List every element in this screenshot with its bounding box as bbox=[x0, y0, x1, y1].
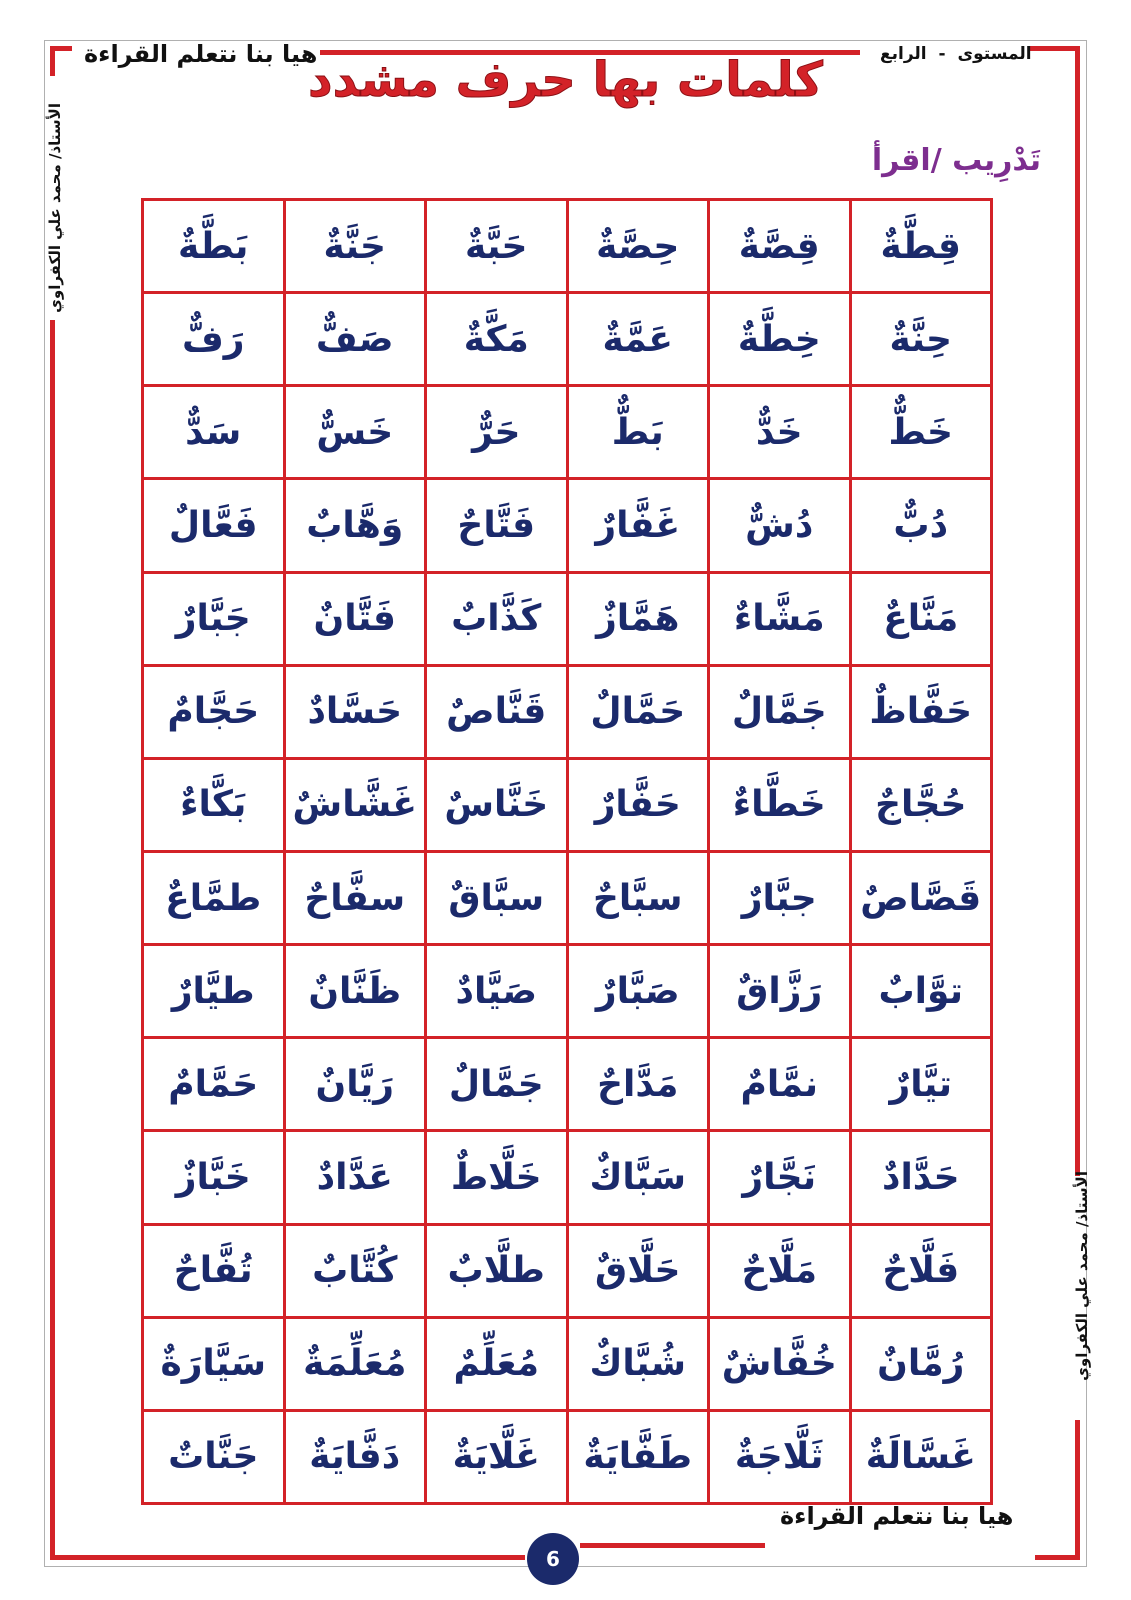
frame-bottom-bar-left bbox=[50, 1555, 525, 1560]
word-cell: حَجَّامٌ bbox=[143, 665, 285, 758]
word-cell: فَعَّالٌ bbox=[143, 479, 285, 572]
word-row bbox=[143, 200, 992, 293]
word-cell: مَكَّةٌ bbox=[426, 293, 568, 386]
word-cell: جَبَّارٌ bbox=[143, 572, 285, 665]
word-row bbox=[143, 665, 992, 758]
word-cell: ثَلَّاجَةٌ bbox=[709, 1410, 851, 1503]
word-cell: جَنَّاتٌ bbox=[143, 1410, 285, 1503]
word-cell: بَطٌّ bbox=[567, 386, 709, 479]
word-cell: سَيَّارَةٌ bbox=[143, 1317, 285, 1410]
exercise-subtitle: تَدْرِيب /اقرأ bbox=[871, 143, 1041, 178]
frame-right-bar bbox=[1075, 46, 1080, 1176]
word-cell: طمَّاعٌ bbox=[143, 851, 285, 944]
word-cell: خَبَّازٌ bbox=[143, 1131, 285, 1224]
word-cell: مُعَلِّمٌ bbox=[426, 1317, 568, 1410]
word-cell: خُفَّاشٌ bbox=[709, 1317, 851, 1410]
word-cell: كُتَّابٌ bbox=[284, 1224, 426, 1317]
word-cell: عَدَّادٌ bbox=[284, 1131, 426, 1224]
word-cell: خَطٌّ bbox=[850, 386, 992, 479]
word-cell: وَهَّابٌ bbox=[284, 479, 426, 572]
frame-left-bar-long bbox=[50, 320, 55, 1560]
word-cell: مَشَّاءٌ bbox=[709, 572, 851, 665]
word-row bbox=[143, 1224, 992, 1317]
page-number: 6 bbox=[527, 1533, 579, 1585]
word-row bbox=[143, 1038, 992, 1131]
frame-top-bar-right bbox=[1030, 46, 1080, 51]
word-cell: تُفَّاحٌ bbox=[143, 1224, 285, 1317]
word-cell: حَمَّالٌ bbox=[567, 665, 709, 758]
word-cell: حَفَّارٌ bbox=[567, 758, 709, 851]
frame-bottom-bar-right bbox=[1035, 1555, 1080, 1560]
word-cell: نمَّامٌ bbox=[709, 1038, 851, 1131]
word-cell: دُشٌّ bbox=[709, 479, 851, 572]
word-cell: ظَنَّانٌ bbox=[284, 945, 426, 1038]
word-row bbox=[143, 945, 992, 1038]
word-row bbox=[143, 572, 992, 665]
word-cell: حَفَّاظٌ bbox=[850, 665, 992, 758]
word-grid bbox=[141, 198, 993, 1505]
word-cell: خَسٌّ bbox=[284, 386, 426, 479]
header-level-separator: - bbox=[938, 44, 946, 64]
word-cell: خَطَّاءٌ bbox=[709, 758, 851, 851]
word-cell: دُبٌّ bbox=[850, 479, 992, 572]
word-cell: فَتَّاحٌ bbox=[426, 479, 568, 572]
word-cell: خِطَّةٌ bbox=[709, 293, 851, 386]
word-cell: صَفٌّ bbox=[284, 293, 426, 386]
word-row bbox=[143, 851, 992, 944]
word-cell: صَبَّارٌ bbox=[567, 945, 709, 1038]
word-row bbox=[143, 479, 992, 572]
word-cell: صَيَّادٌ bbox=[426, 945, 568, 1038]
word-cell: فَتَّانٌ bbox=[284, 572, 426, 665]
word-cell: فَلَّاحٌ bbox=[850, 1224, 992, 1317]
word-cell: بَطَّةٌ bbox=[143, 200, 285, 293]
page-title: كلمات بها حرف مشدد bbox=[308, 52, 823, 108]
frame-bottom-bar-mid bbox=[580, 1543, 765, 1548]
word-cell: حُجَّاجٌ bbox=[850, 758, 992, 851]
word-cell: حَلَّاقٌ bbox=[567, 1224, 709, 1317]
header-top-left-text: هيا بنا نتعلم القراءة bbox=[84, 40, 318, 68]
word-row bbox=[143, 1410, 992, 1503]
word-cell: حَمَّامٌ bbox=[143, 1038, 285, 1131]
word-cell: غَشَّاشٌ bbox=[284, 758, 426, 851]
header-level-value: الرابع bbox=[880, 44, 927, 64]
frame-right-bar-bottom bbox=[1075, 1420, 1080, 1560]
footer-text: هيا بنا نتعلم القراءة bbox=[780, 1502, 1014, 1530]
word-cell: توَّابٌ bbox=[850, 945, 992, 1038]
word-cell: رَيَّانٌ bbox=[284, 1038, 426, 1131]
word-row bbox=[143, 293, 992, 386]
word-row bbox=[143, 386, 992, 479]
word-cell: حَبَّةٌ bbox=[426, 200, 568, 293]
word-row bbox=[143, 758, 992, 851]
word-cell: قِصَّةٌ bbox=[709, 200, 851, 293]
word-cell: سبَّاقٌ bbox=[426, 851, 568, 944]
word-cell: جَمَّالٌ bbox=[426, 1038, 568, 1131]
word-cell: رَفٌّ bbox=[143, 293, 285, 386]
word-cell: سَدٌّ bbox=[143, 386, 285, 479]
word-cell: مَدَّاحٌ bbox=[567, 1038, 709, 1131]
word-cell: خَنَّاسٌ bbox=[426, 758, 568, 851]
word-row bbox=[143, 1317, 992, 1410]
word-cell: غَلَّايَةٌ bbox=[426, 1410, 568, 1503]
word-cell: طيَّارٌ bbox=[143, 945, 285, 1038]
word-cell: سَبَّاكٌ bbox=[567, 1131, 709, 1224]
word-cell: مُعَلِّمَةٌ bbox=[284, 1317, 426, 1410]
word-row bbox=[143, 1131, 992, 1224]
word-cell: جَمَّالٌ bbox=[709, 665, 851, 758]
word-cell: دَفَّايَةٌ bbox=[284, 1410, 426, 1503]
word-cell: رَزَّاقٌ bbox=[709, 945, 851, 1038]
word-cell: بَكَّاءٌ bbox=[143, 758, 285, 851]
word-cell: خَلَّاطٌ bbox=[426, 1131, 568, 1224]
word-cell: طَفَّايَةٌ bbox=[567, 1410, 709, 1503]
word-cell: غَفَّارٌ bbox=[567, 479, 709, 572]
word-cell: سفَّاحٌ bbox=[284, 851, 426, 944]
word-cell: قَصَّاصٌ bbox=[850, 851, 992, 944]
word-cell: هَمَّازٌ bbox=[567, 572, 709, 665]
word-cell: حِنَّةٌ bbox=[850, 293, 992, 386]
word-cell: جَنَّةٌ bbox=[284, 200, 426, 293]
word-cell: مَلَّاحٌ bbox=[709, 1224, 851, 1317]
word-cell: غَسَّالَةٌ bbox=[850, 1410, 992, 1503]
word-cell: جبَّارٌ bbox=[709, 851, 851, 944]
word-cell: مَنَّاعٌ bbox=[850, 572, 992, 665]
word-cell: عَمَّةٌ bbox=[567, 293, 709, 386]
word-cell: شُبَّاكٌ bbox=[567, 1317, 709, 1410]
word-cell: نَجَّارٌ bbox=[709, 1131, 851, 1224]
word-cell: خَدٌّ bbox=[709, 386, 851, 479]
word-cell: قَنَّاصٌ bbox=[426, 665, 568, 758]
word-cell: طلَّابٌ bbox=[426, 1224, 568, 1317]
word-cell: كَذَّابٌ bbox=[426, 572, 568, 665]
side-teacher-name-right: الأستاذ/ محمد علي الكفراوي bbox=[1073, 1171, 1091, 1381]
header-level-label: المستوى bbox=[957, 44, 1032, 64]
word-cell: حَرٌّ bbox=[426, 386, 568, 479]
word-cell: سبَّاحٌ bbox=[567, 851, 709, 944]
side-teacher-name-left: الأستاذ/ محمد علي الكفراوي bbox=[46, 103, 64, 313]
word-cell: قِطَّةٌ bbox=[850, 200, 992, 293]
word-cell: حِصَّةٌ bbox=[567, 200, 709, 293]
word-cell: رُمَّانٌ bbox=[850, 1317, 992, 1410]
word-cell: حَسَّادٌ bbox=[284, 665, 426, 758]
word-cell: حَدَّادٌ bbox=[850, 1131, 992, 1224]
frame-outer-left bbox=[44, 40, 45, 1567]
word-cell: تيَّارٌ bbox=[850, 1038, 992, 1131]
